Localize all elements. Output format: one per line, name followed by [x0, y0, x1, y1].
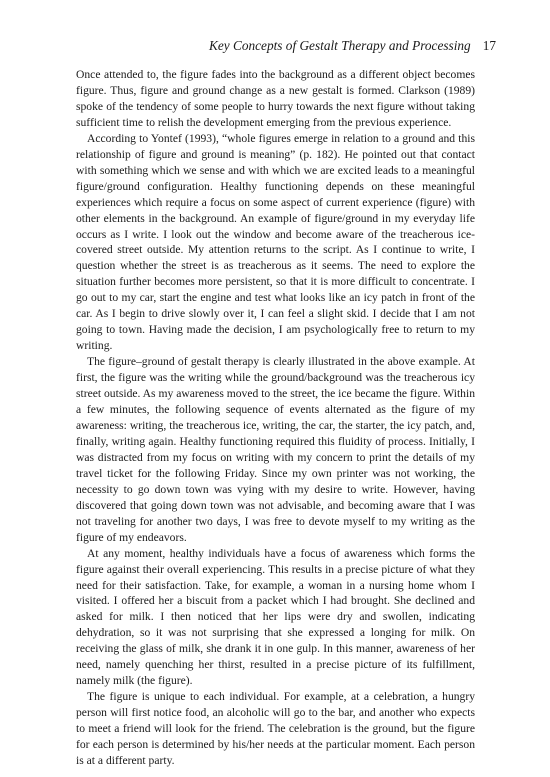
- body-text: [76, 67, 475, 769]
- running-head-title: Key Concepts of Gestalt Therapy and Processing: [208, 38, 471, 53]
- page-number: 17: [482, 38, 496, 53]
- paragraph-4: At any moment, healthy individuals have a focus of awareness which forms the figure against their overall experiencing. This results in a precise picture of what they need for their satisfaction. Take, for example, a woman in a nursing home whom I visited. I offered her a biscuit from a packet which I had brought. She declined and asked for milk. I then noticed that her lips were dry and swollen, indicating dehydration, so it was not surprising that she expressed a longing for milk. On receiving the glass of milk, she drank it in one gulp. In this manner, awareness of her need, namely quenching her thirst, resulted in a precise picture of its fulfillment, namely milk (the figure).: [76, 546, 475, 688]
- paragraph-1: Once attended to, the figure fades into the background as a different object becomes figure. Thus, figure and ground change as a new gestalt is formed. Clarkson (1989) spoke of the tendency of some people to hurry towards the next figure without taking sufficient time to relish the development emerging from the previous experience.: [76, 68, 475, 129]
- paragraph-2: According to Yontef (1993), “whole figures emerge in relation to a ground and this relationship of figure and ground is meaning” (p. 182). He pointed out that contact with something which we sense and with which we are excited leads to a meaningful figure/ground configuration. Healthy functioning depends on these meaningful experiences which require a focus on some aspect of current experience (figure) with other elements in the background. An example of figure/ground in my everyday life occurs as I write. I look out the window and become aware of the treacherous ice-covered street outside. My attention returns to the script. As I continue to write, I question whether the street is as treacherous as it seems. The need to explore the situation further becomes more persistent, so that it is more difficult to concentrate. I go out to my car, start the engine and test what looks like an icy patch in front of the car. As I begin to drive slowly over it, I can feel a slight skid. I decide that I am not going to town. Having made the decision, I am psychologically free to return to my writing.: [76, 131, 475, 353]
- paragraph-3: The figure–ground of gestalt therapy is clearly illustrated in the above example. At first, the figure was the writing while the ground/background was the treacherous icy street outside. As my awareness moved to the street, the ice became the figure. Within a few minutes, the following sequence of events alternated as the figure of my awareness: writing, the treacherous ice, writing, the car, the starter, the icy patch, and, finally, writing again. Healthy functioning required this fluidity of process. Initially, I was distracted from my focus on writing with my concern to print the details of my travel ticket for the following Friday. Since my own printer was not working, the necessity to go down town was vying with my desire to write. However, having discovered that going down town was not advisable, and becoming aware that I was not traveling for another two days, I was free to devote myself to my writing as the figure of my endeavors.: [76, 355, 475, 544]
- paragraph-5: The figure is unique to each individual. For example, at a celebration, a hungry person will first notice food, an alcoholic will go to the bar, and another who expects to meet a friend will look for the friend. The celebration is the ground, but the figure for each person is determined by his/her needs at the particular moment. Each person is at a different party.: [76, 690, 475, 767]
- running-head: [209, 38, 496, 54]
